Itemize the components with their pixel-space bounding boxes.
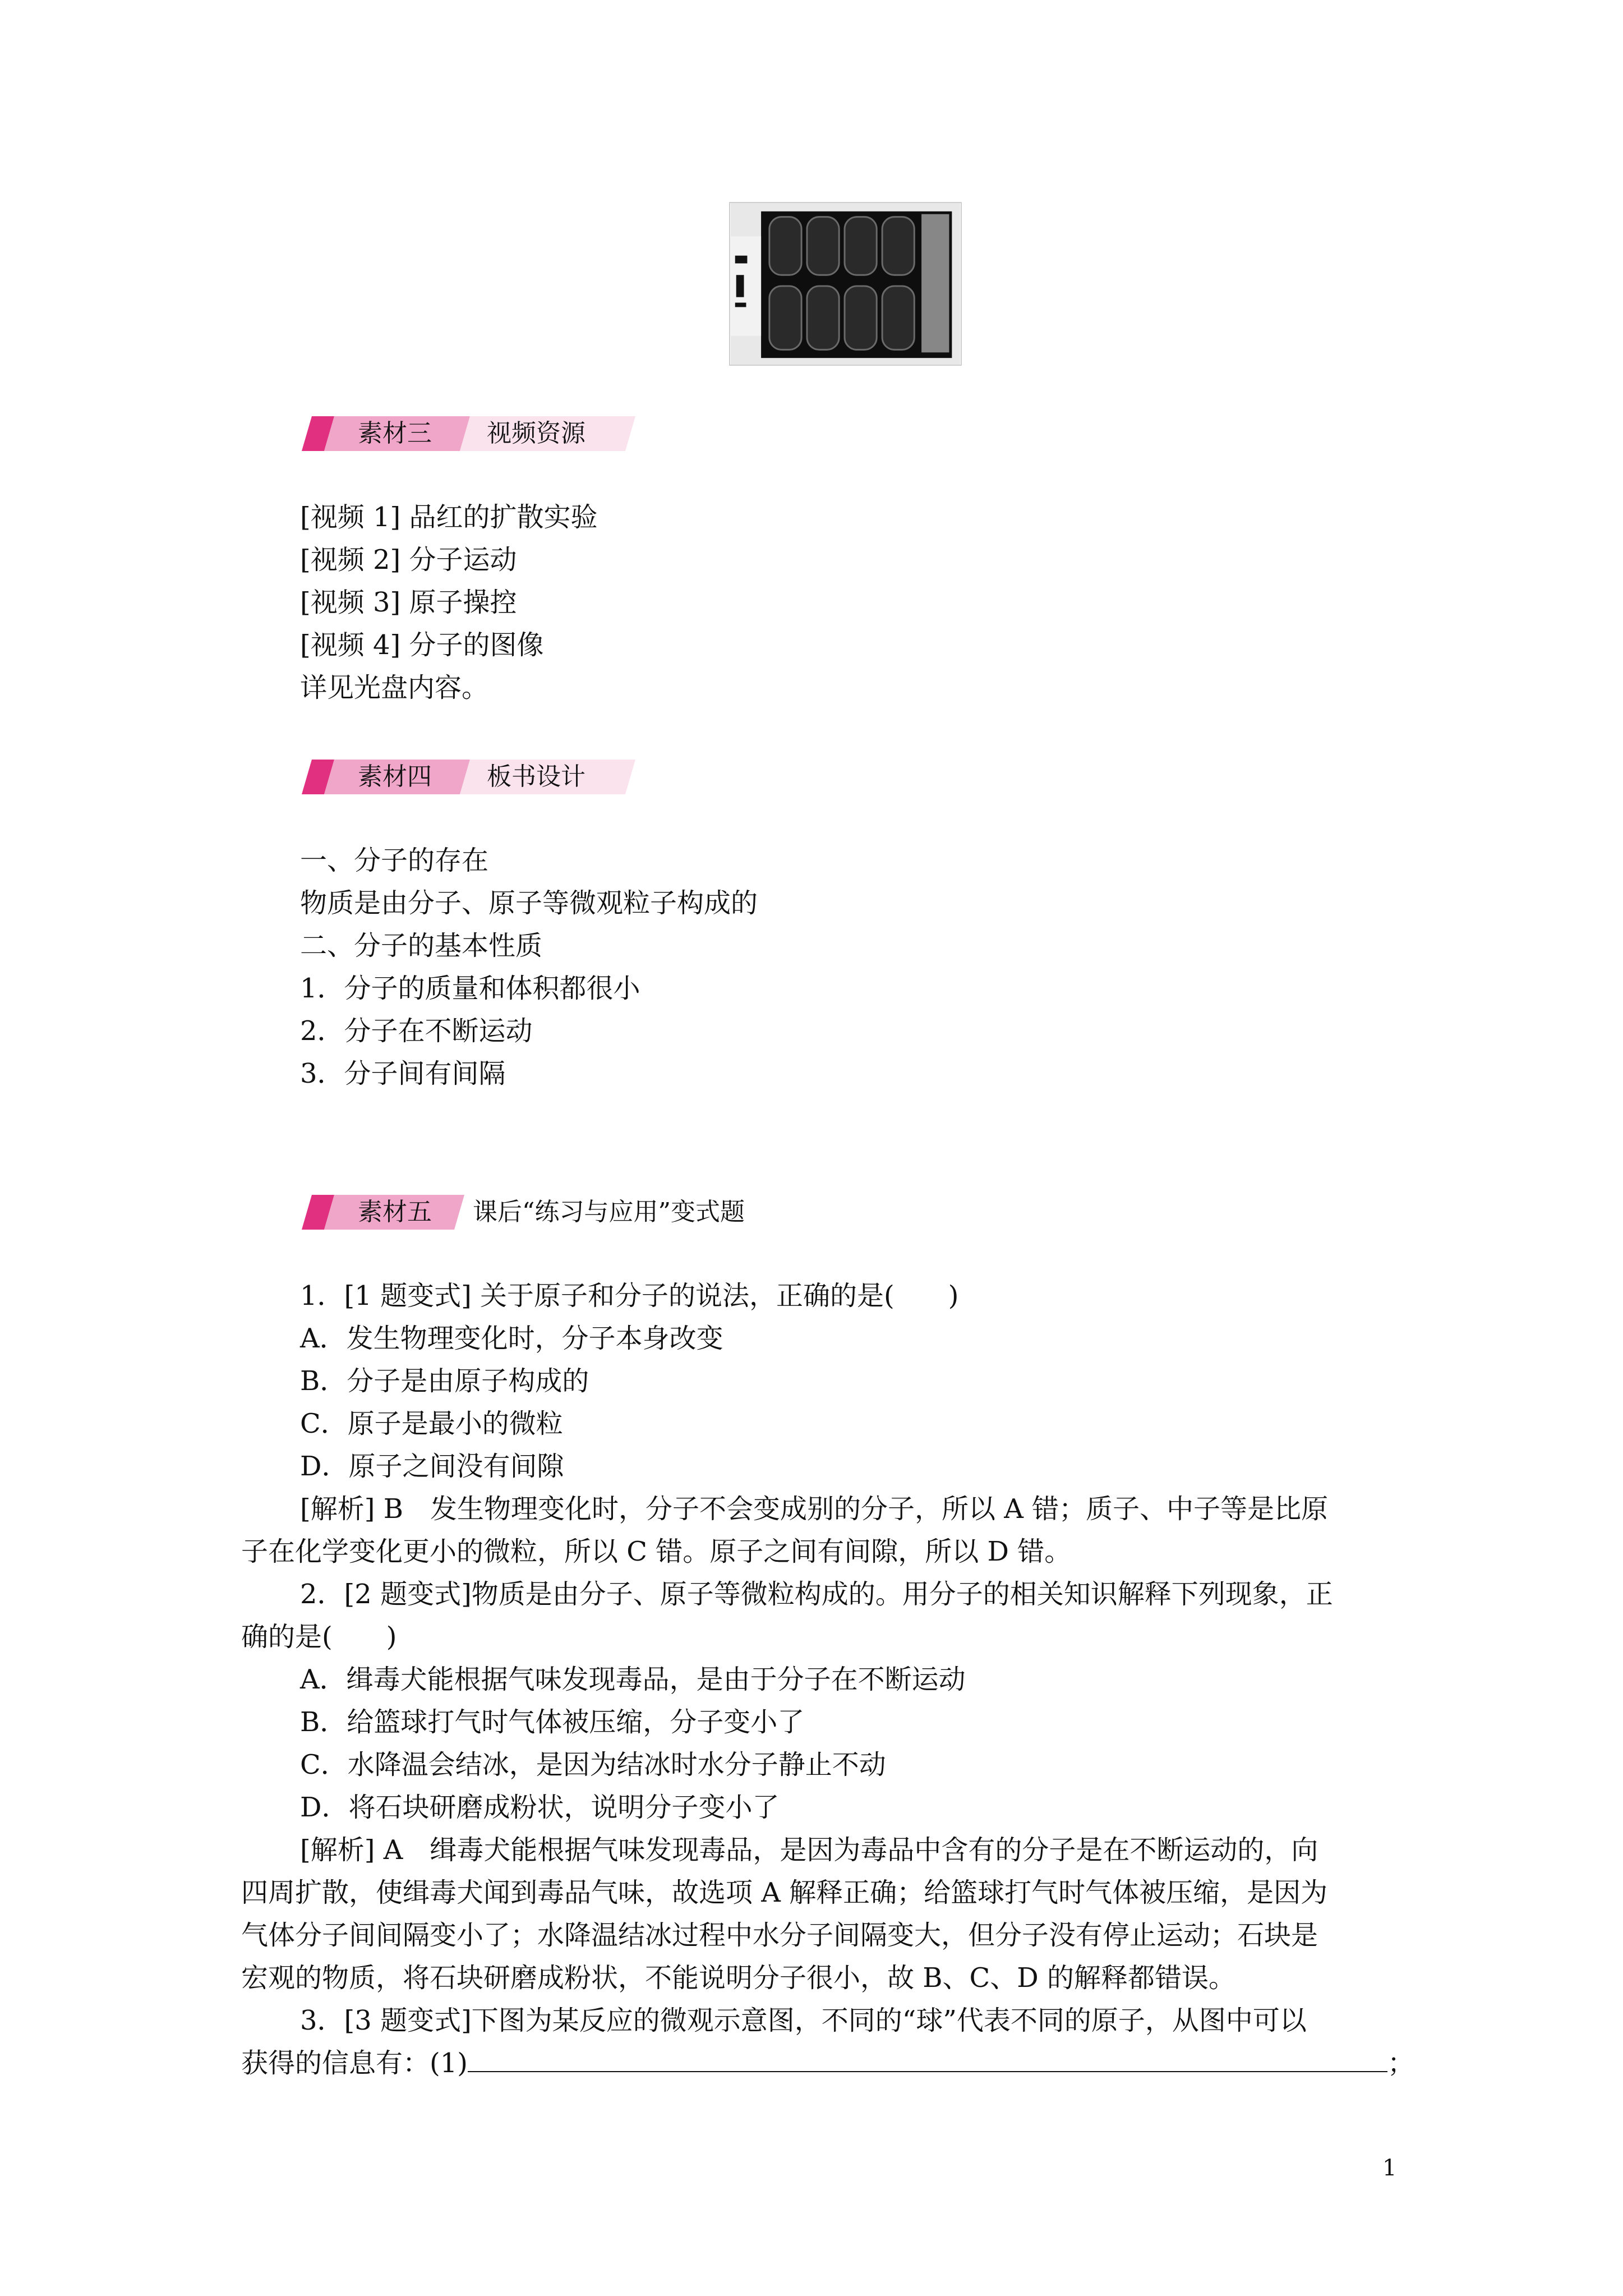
question-1-analysis-cont: 子在化学变化更小的微粒，所以 C 错。原子之间有间隙，所以 D 错。 — [241, 1536, 1072, 1567]
video-item-1: [视频 1] 品红的扩散实验 — [300, 501, 598, 533]
question-2-analysis-cont: 宏观的物质，将石块研磨成粉状，不能说明分子很小，故 B、C、D 的解释都错误。 — [241, 1962, 1236, 1994]
video-item-2: [视频 2] 分子运动 — [300, 544, 517, 576]
banner-decoration — [302, 760, 649, 794]
board-line-4: 1．分子的质量和体积都很小 — [300, 973, 640, 1004]
question-1-option-c: C．原子是最小的微粒 — [300, 1408, 563, 1439]
board-line-6: 3．分子间有间隔 — [300, 1058, 506, 1089]
question-2-analysis-cont: 四周扩散，使缉毒犬闻到毒品气味，故选项 A 解释正确；给篮球打气时气体被压缩，是因为 — [241, 1877, 1328, 1908]
section-title: 板书设计 — [487, 762, 585, 791]
answer-blank-1[interactable] — [468, 2046, 1387, 2072]
video-item-4: [视频 4] 分子的图像 — [300, 629, 544, 661]
banner-decoration — [302, 416, 649, 451]
question-2-analysis: [解析] A 缉毒犬能根据气味发现毒品，是因为毒品中含有的分子是在不断运动的，向 — [300, 1834, 1318, 1866]
question-2-analysis-cont: 气体分子间间隔变小了；水降温结冰过程中水分子间隔变大，但分子没有停止运动；石块是 — [241, 1920, 1318, 1951]
question-3-end: ； — [1387, 2047, 1415, 2079]
video-item-3: [视频 3] 原子操控 — [300, 587, 517, 618]
section-title: 课后“练习与应用”变式题 — [473, 1198, 745, 1226]
board-line-3: 二、分子的基本性质 — [300, 930, 543, 961]
question-1-analysis: [解析] B 发生物理变化时，分子不会变成别的分子，所以 A 错；质子、中子等是比原 — [300, 1493, 1329, 1525]
section-tag: 素材四 — [358, 762, 432, 791]
molecule-photo-graphic — [730, 203, 961, 365]
page-number: 1 — [1382, 2155, 1397, 2181]
question-2-stem: 2．[2 题变式]物质是由分子、原子等微粒构成的。用分子的相关知识解释下列现象，正 — [300, 1579, 1333, 1610]
question-3-stem: 3．[3 题变式]下图为某反应的微观示意图，不同的“球”代表不同的原子，从图中可以 — [300, 2005, 1307, 2036]
question-1-stem: 1．[1 题变式] 关于原子和分子的说法，正确的是( ) — [300, 1280, 959, 1312]
videos-note: 详见光盘内容。 — [300, 672, 489, 703]
question-2-stem-cont: 确的是( ) — [241, 1621, 397, 1653]
board-line-2: 物质是由分子、原子等微观粒子构成的 — [300, 887, 758, 919]
question-2-option-c: C．水降温会结冰，是因为结冰时水分子静止不动 — [300, 1749, 886, 1780]
question-2-option-b: B．给篮球打气时气体被压缩，分子变小了 — [300, 1706, 805, 1738]
question-1-option-d: D．原子之间没有间隙 — [300, 1451, 564, 1482]
section-banner-5 — [302, 1195, 745, 1230]
question-1-option-a: A．发生物理变化时，分子本身改变 — [300, 1323, 723, 1354]
section-banner-3 — [302, 416, 649, 451]
section-tag: 素材三 — [358, 419, 432, 448]
question-3-stem-cont — [241, 2046, 1414, 2080]
question-2-option-d: D．将石块研磨成粉状，说明分子变小了 — [300, 1792, 780, 1823]
question-1-option-b: B．分子是由原子构成的 — [300, 1365, 589, 1397]
board-line-5: 2．分子在不断运动 — [300, 1015, 533, 1047]
question-3-prompt: 获得的信息有：(1) — [241, 2047, 468, 2079]
section-title: 视频资源 — [487, 419, 585, 448]
section-banner-4 — [302, 760, 649, 794]
question-2-option-a: A．缉毒犬能根据气味发现毒品，是由于分子在不断运动 — [300, 1664, 966, 1695]
board-line-1: 一、分子的存在 — [300, 845, 489, 876]
section-tag: 素材五 — [358, 1198, 432, 1226]
molecule-photo — [729, 202, 962, 366]
